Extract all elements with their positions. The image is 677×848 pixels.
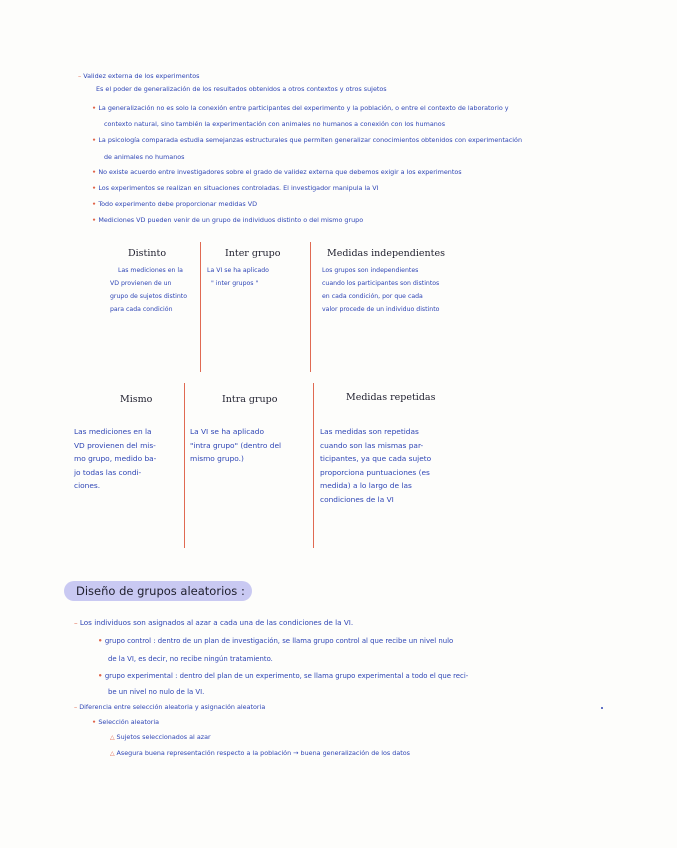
bullet-item: • Todo experimento debe proporcionar medidas VD bbox=[92, 200, 258, 208]
column-header: Inter grupo bbox=[225, 248, 281, 259]
group-item: • grupo control : dentro de un plan de investigación, se llama grupo control al que recibe un nivel nulo bbox=[98, 637, 454, 645]
group-item-continuation: be un nivel no nulo de la VI. bbox=[108, 688, 205, 696]
section2-intro: Los individuos son asignados al azar a cada una de las condiciones de la VI. bbox=[79, 618, 354, 627]
bullet-icon: • bbox=[92, 718, 99, 726]
bullet-icon: • bbox=[92, 200, 99, 208]
column-header: Medidas repetidas bbox=[346, 392, 436, 403]
section1-title: Validez externa de los experimentos bbox=[83, 72, 200, 80]
column-header: Medidas independientes bbox=[327, 248, 445, 259]
bullet-icon: • bbox=[92, 168, 99, 176]
bullet-item: • La generalización no es solo la conexión entre participantes del experimento y la población, o entre el contexto de laboratorio y bbox=[92, 104, 509, 112]
column-body: Las medidas son repetidas cuando son las mismas par- ticipantes, ya que cada sujeto proporciona puntuaciones (es medida) a lo largo de las condiciones de la VI bbox=[320, 427, 432, 504]
bullet-icon: • bbox=[92, 136, 99, 144]
bullet-continuation: contexto natural, sino también la experimentación con animales no humanos a conexión con los humanos bbox=[104, 120, 446, 128]
column-divider bbox=[313, 383, 314, 548]
column-divider bbox=[200, 242, 201, 372]
dash-marker: – bbox=[74, 618, 80, 627]
section2-heading: Diseño de grupos aleatorios : bbox=[76, 584, 245, 598]
column-header: Distinto bbox=[128, 248, 167, 259]
bullet-item: • La psicología comparada estudia semejanzas estructurales que permiten generalizar conocimientos obtenidos con experimentación bbox=[92, 136, 523, 144]
difference-title-line bbox=[74, 703, 265, 712]
column-header: Intra grupo bbox=[222, 394, 278, 405]
selection-label-line: • Selección aleatoria bbox=[92, 718, 160, 726]
bullet-item: • Los experimentos se realizan en situaciones controladas. El investigador manipula la VI bbox=[92, 184, 379, 192]
stray-dot bbox=[601, 707, 603, 709]
column-body: Los grupos son independientes cuando los participantes son distintos en cada condición, por que cada valor procede de un individuo distinto bbox=[322, 267, 440, 313]
column-divider bbox=[310, 242, 311, 372]
bullet-continuation: de animales no humanos bbox=[104, 153, 185, 161]
section2-intro-line bbox=[74, 618, 353, 627]
triangle-icon: △ bbox=[110, 750, 117, 757]
section1-title-line bbox=[78, 72, 200, 81]
group-item: • grupo experimental : dentro del plan de un experimento, se llama grupo experimental a todo el que reci- bbox=[98, 672, 469, 680]
column-body: Las mediciones en la VD provienen de un grupo de sujetos distinto para cada condición bbox=[110, 267, 187, 313]
column-header: Mismo bbox=[120, 394, 153, 405]
section1-definition: Es el poder de generalización de los resultados obtenidos a otros contextos y otros sujetos bbox=[96, 85, 387, 93]
dash-marker: – bbox=[78, 72, 84, 80]
selection-item: △ Asegura buena representación respecto a la población → buena generalización de los datos bbox=[110, 749, 410, 757]
column-divider bbox=[184, 383, 185, 548]
column-body: La VI se ha aplicado "intra grupo" (dentro del mismo grupo.) bbox=[190, 427, 282, 463]
triangle-icon: △ bbox=[110, 734, 117, 741]
bullet-icon: • bbox=[92, 216, 99, 224]
dash-marker: – bbox=[74, 703, 80, 711]
bullet-icon: • bbox=[98, 637, 105, 645]
bullet-icon: • bbox=[92, 184, 99, 192]
bullet-icon: • bbox=[92, 104, 99, 112]
column-body: La VI se ha aplicado " inter grupos " bbox=[207, 267, 269, 287]
group-item-continuation: de la VI, es decir, no recibe ningún tratamiento. bbox=[108, 655, 273, 663]
difference-title: Diferencia entre selección aleatoria y asignación aleatoria bbox=[79, 703, 266, 711]
column-body: Las mediciones en la VD provienen del mis- mo grupo, medido ba- jo todas las condi- ciones. bbox=[74, 427, 157, 490]
bullet-item: • No existe acuerdo entre investigadores sobre el grado de validez externa que debemos exigir a los experimentos bbox=[92, 168, 462, 176]
selection-item: △ Sujetos seleccionados al azar bbox=[110, 733, 211, 741]
bullet-icon: • bbox=[98, 672, 105, 680]
bullet-item: • Mediciones VD pueden venir de un grupo de individuos distinto o del mismo grupo bbox=[92, 216, 364, 224]
